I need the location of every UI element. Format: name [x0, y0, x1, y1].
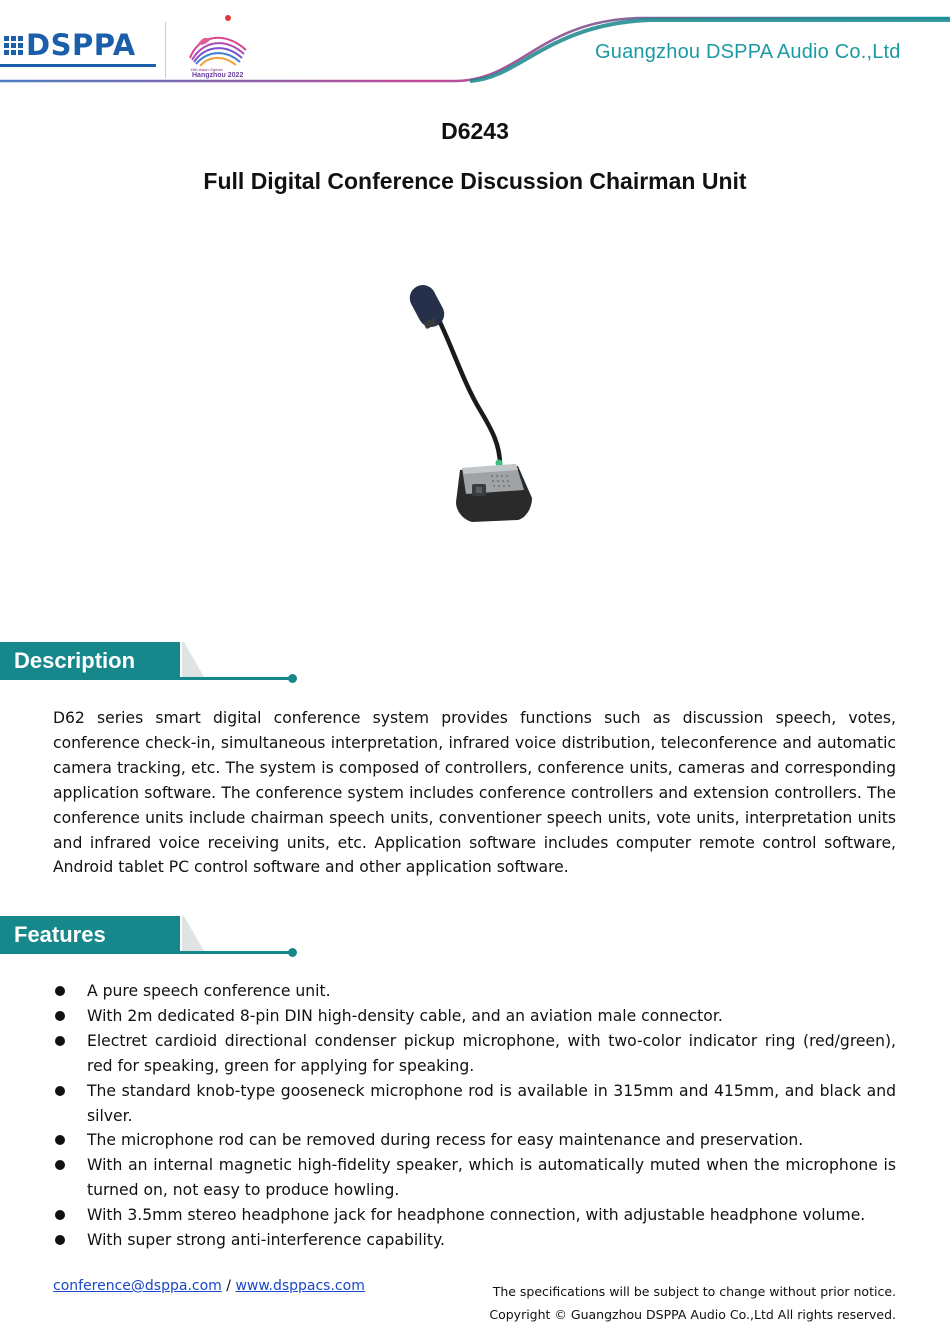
- feature-item: [53, 1128, 896, 1153]
- feature-item: [53, 1153, 896, 1203]
- section-dot: [288, 674, 297, 683]
- games-year: Hangzhou 2022: [192, 72, 244, 79]
- bullet-icon: [55, 1135, 65, 1145]
- feature-text: With super strong anti-interference capability.: [87, 1231, 445, 1250]
- bullet-icon: [55, 1210, 65, 1220]
- notice-text: The specifications will be subject to change without prior notice.: [492, 1284, 896, 1299]
- gooseneck-microphone-unit-icon: [405, 280, 532, 522]
- footer-separator: /: [226, 1278, 231, 1294]
- feature-text: With 2m dedicated 8-pin DIN high-density cable, and an aviation male connector.: [87, 1006, 723, 1025]
- company-name: Guangzhou DSPPA Audio Co.,Ltd: [595, 41, 901, 63]
- description-text: D62 series smart digital conference system provides functions such as discussion speech, votes, conference check-in, simultaneous interpretation, infrared voice distribution, teleconference and automatic camera tracking, etc. The system is composed of controllers, conference units, cameras and corresponding application software. The conference system includes conference controllers and extension controllers. The conference units include chairman speech units, conventioner speech units, vote units, interpretation units and infrared voice receiving units, etc. Application software includes computer remote control software, Android tablet PC control software and other application software.: [53, 709, 896, 877]
- feature-item: [53, 1004, 896, 1029]
- dsppa-logo: [4, 30, 136, 60]
- section-tab-decoration: [180, 642, 204, 680]
- footer-notice: [489, 1280, 896, 1326]
- feature-item: [53, 1079, 896, 1129]
- feature-text: The standard knob-type gooseneck microphone rod is available in 315mm and 415mm, and black and silver.: [87, 1081, 896, 1125]
- footer-links: [53, 1278, 365, 1294]
- features-list: [53, 979, 896, 1253]
- description-section-header: [0, 642, 300, 684]
- bullet-icon: [55, 1160, 65, 1170]
- website-link[interactable]: www.dsppacs.com: [235, 1278, 365, 1294]
- logo-wordmark: DSPPA: [26, 28, 136, 62]
- section-tab-decoration: [180, 916, 204, 954]
- features-section-header: [0, 916, 300, 958]
- product-model: D6243: [441, 118, 509, 144]
- section-underline: [180, 677, 292, 680]
- bullet-icon: [55, 1011, 65, 1021]
- bullet-icon: [55, 1036, 65, 1046]
- feature-text: A pure speech conference unit.: [87, 982, 331, 1000]
- feature-item: [53, 1029, 896, 1079]
- page-header: [0, 0, 950, 90]
- section-dot: [288, 948, 297, 957]
- games-caption: 19th Asian Games: [190, 67, 223, 72]
- description-heading: Description: [14, 648, 136, 673]
- bullet-icon: [55, 986, 65, 996]
- copyright-text: Copyright © Guangzhou DSPPA Audio Co.,Ltd All rights reserved.: [489, 1307, 896, 1322]
- product-image: [400, 280, 550, 525]
- feature-text: Electret cardioid directional condenser pickup microphone, with two-color indicator ring (red/green), red for speaking, green for applying for speaking.: [87, 1031, 896, 1075]
- product-title: Full Digital Conference Discussion Chairman Unit: [203, 168, 747, 194]
- features-heading: Features: [14, 922, 106, 947]
- feature-text: With an internal magnetic high-fidelity speaker, which is automatically muted when the microphone is turned on, not easy to produce howling.: [87, 1156, 896, 1200]
- bullet-icon: [55, 1235, 65, 1245]
- feature-text: The microphone rod can be removed during recess for easy maintenance and preservation.: [87, 1131, 804, 1150]
- feature-item: [53, 979, 896, 1004]
- feature-item: [53, 1228, 896, 1253]
- logo-underline: [0, 64, 156, 67]
- section-underline: [180, 951, 292, 954]
- logo-dots-icon: [4, 36, 23, 55]
- email-link[interactable]: conference@dsppa.com: [53, 1278, 222, 1294]
- feature-text: With 3.5mm stereo headphone jack for headphone connection, with adjustable headphone volume.: [87, 1206, 866, 1225]
- bullet-icon: [55, 1086, 65, 1096]
- logo-divider: [165, 22, 166, 78]
- feature-item: [53, 1203, 896, 1228]
